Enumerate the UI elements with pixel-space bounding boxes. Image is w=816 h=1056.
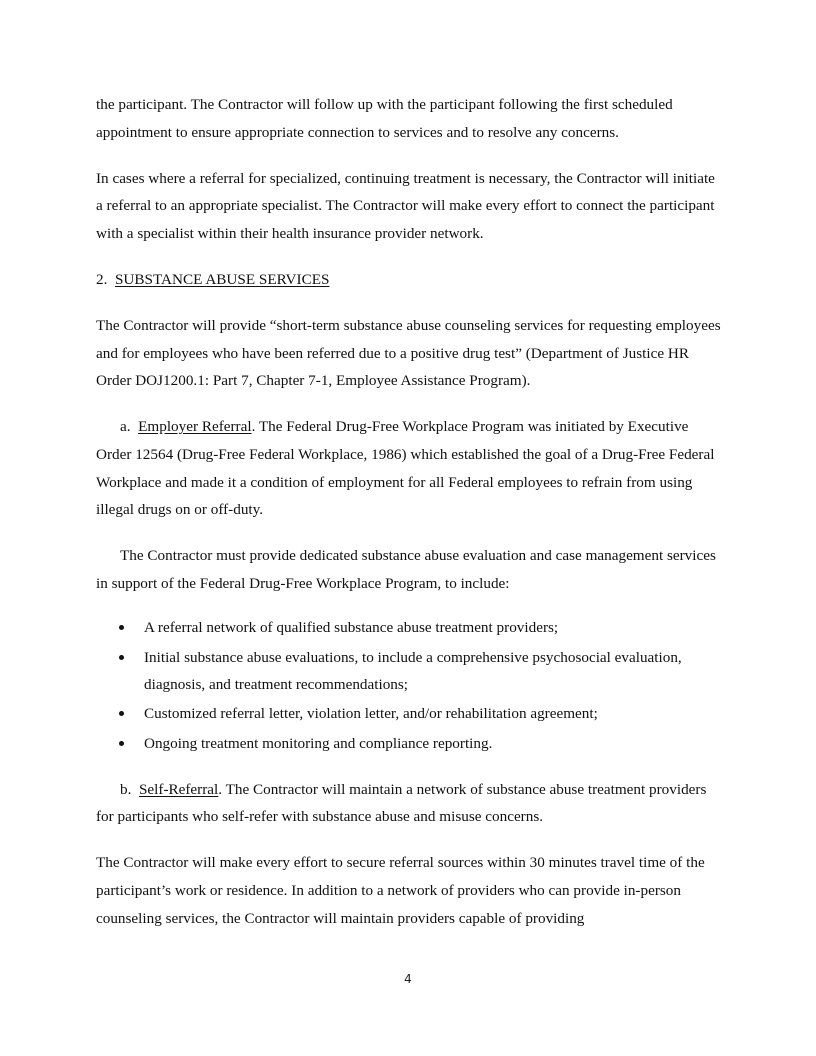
- subsection-b-title: Self-Referral: [138, 780, 219, 798]
- section-heading: [96, 266, 722, 294]
- subsection-a-text: . The Federal Drug-Free Workplace Program was initiated by Executive Order 12564 (Drug-Free Federal Workplace, 1986) which established the goal of a Drug-Free Federal Workplace and made it a condition of employment for all Federal employees to refrain from using illegal drugs on or off-duty.: [96, 418, 715, 519]
- section-number: 2.: [96, 270, 108, 288]
- document-page: [96, 91, 722, 932]
- list-item: Ongoing treatment monitoring and compliance reporting.: [96, 730, 722, 758]
- section-title: SUBSTANCE ABUSE SERVICES: [114, 270, 330, 288]
- subsection-a-title: Employer Referral: [138, 418, 252, 436]
- subsection-b-text: . The Contractor will maintain a network of substance abuse treatment providers for participants who self-refer with substance abuse and misuse concerns.: [96, 780, 707, 826]
- paragraph-dedicated-services: The Contractor must provide dedicated substance abuse evaluation and case management services in support of the Federal Drug-Free Workplace Program, to include:: [96, 547, 716, 592]
- subsection-b-label: b.: [120, 780, 132, 798]
- page-number: 4: [404, 972, 412, 986]
- subsection-self-referral: [96, 776, 722, 831]
- paragraph-specialist-referral: In cases where a referral for specialized, continuing treatment is necessary, the Contractor will initiate a referral to an appropriate specialist. The Contractor will make every effort to connect the participant with a specialist within their health insurance provider network.: [96, 169, 715, 242]
- paragraph-counseling-services: The Contractor will provide “short-term substance abuse counseling services for requesting employees and for employees who have been referred due to a positive drug test” (Department of Justice HR Order DOJ1200.1: Part 7, Chapter 7-1, Employee Assistance Program).: [96, 317, 721, 390]
- services-bullet-list: [96, 614, 722, 757]
- list-item: A referral network of qualified substance abuse treatment providers;: [96, 614, 722, 642]
- subsection-employer-referral: [96, 413, 722, 523]
- paragraph-referral-sources: The Contractor will make every effort to secure referral sources within 30 minutes travel time of the participant’s work or residence. In addition to a network of providers who can provide in-person counseling services, the Contractor will maintain providers capable of providing: [96, 854, 705, 927]
- list-item: Initial substance abuse evaluations, to include a comprehensive psychosocial evaluation, diagnosis, and treatment recommendations;: [96, 644, 722, 699]
- list-item: Customized referral letter, violation letter, and/or rehabilitation agreement;: [96, 700, 722, 728]
- paragraph-continuation: the participant. The Contractor will follow up with the participant following the first scheduled appointment to ensure appropriate connection to services and to resolve any concerns.: [96, 96, 673, 141]
- subsection-a-label: a.: [120, 418, 131, 436]
